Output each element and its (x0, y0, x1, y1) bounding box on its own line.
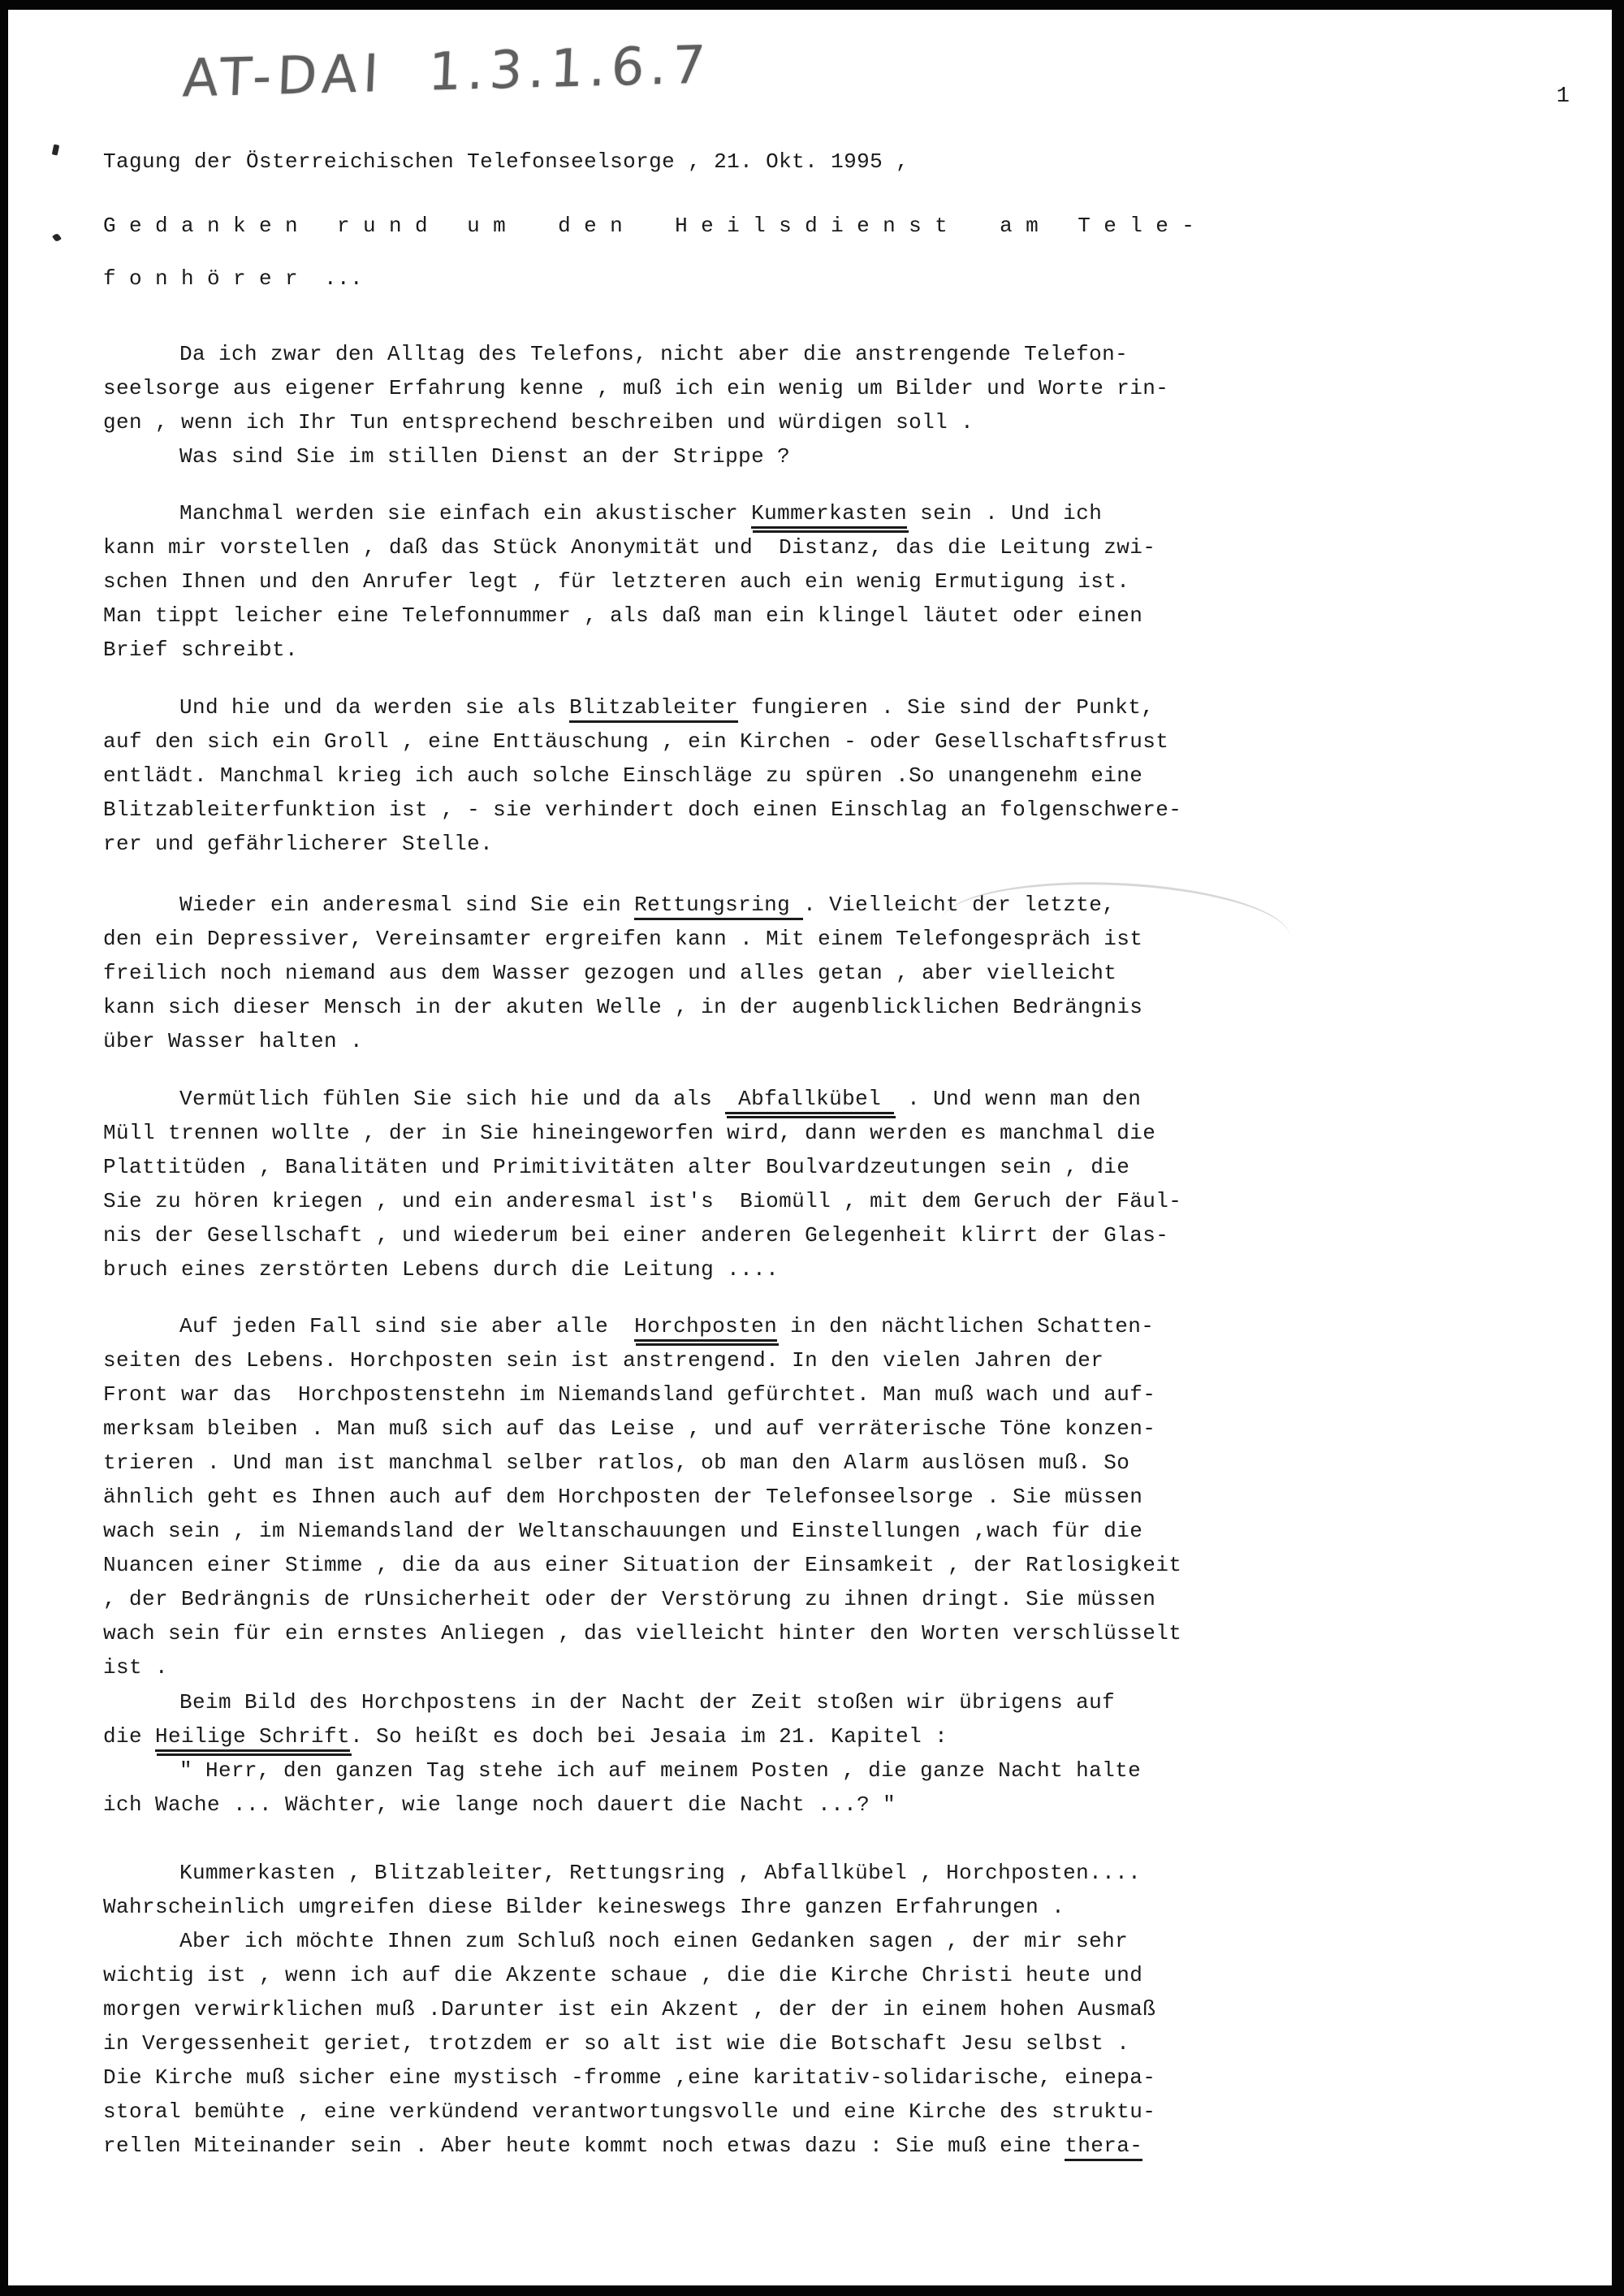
text-segment: Und hie und da werden sie als (179, 695, 570, 720)
text-segment: Da ich zwar den Alltag des Telefons, nicht aber die anstrengende Telefon- (179, 342, 1129, 366)
text-segment: Wahrscheinlich umgreifen diese Bilder keineswegs Ihre ganzen Erfahrungen . (103, 1895, 1065, 1919)
text-segment: ähnlich geht es Ihnen auch auf dem Horchposten der Telefonseelsorge . Sie müssen (103, 1485, 1143, 1509)
text-segment: Plattitüden , Banalitäten und Primitivitäten alter Boulvardzeutungen sein , die (103, 1155, 1130, 1179)
text-segment: fungieren . Sie sind der Punkt, (738, 695, 1155, 720)
text-line (103, 1685, 1256, 1719)
text-line (103, 1150, 1256, 1184)
text-segment: morgen verwirklichen muß .Darunter ist ein Akzent , der der in einem hohen Ausmaß (103, 1997, 1156, 2021)
text-segment: " Herr, den ganzen Tag stehe ich auf meinem Posten , die ganze Nacht halte (179, 1758, 1142, 1783)
underlined-term: Heilige Schrift (155, 1724, 350, 1752)
text-segment: merksam bleiben . Man muß sich auf das Leise , und auf verräterische Töne konzen- (103, 1416, 1156, 1441)
text-line (103, 1616, 1256, 1650)
text-segment: Beim Bild des Horchpostens in der Nacht der Zeit stoßen wir übrigens auf (179, 1690, 1116, 1714)
text-segment: storal bemühte , eine verkündend verantwortungsvolle und eine Kirche des struktu- (103, 2099, 1156, 2124)
text-segment: gen , wenn ich Ihr Tun entsprechend beschreiben und würdigen soll . (103, 410, 974, 435)
text-segment: ist . (103, 1655, 169, 1680)
text-segment: . So heißt es doch bei Jesaia im 21. Kapitel : (350, 1724, 948, 1749)
text-line (103, 1116, 1256, 1150)
underlined-term: Rettungsring (634, 893, 803, 920)
text-segment: über Wasser halten . (103, 1029, 364, 1053)
text-line (103, 1184, 1256, 1218)
text-line (103, 633, 1256, 667)
text-segment: . Und wenn man den (894, 1087, 1142, 1111)
text-line (103, 1992, 1256, 2026)
text-line (103, 1252, 1256, 1286)
paragraph (103, 690, 1256, 861)
text-line (103, 1856, 1256, 1890)
text-line (103, 1890, 1256, 1924)
text-line (103, 405, 1256, 439)
text-line (103, 1218, 1256, 1252)
text-segment: wach sein für ein ernstes Anliegen , das vielleicht hinter den Worten verschlüsselt (103, 1621, 1182, 1645)
paragraph (103, 1082, 1256, 1286)
text-line (103, 1024, 1256, 1058)
text-line (103, 1412, 1256, 1446)
text-segment: nis der Gesellschaft , und wiederum bei einer anderen Gelegenheit klirrt der Glas- (103, 1223, 1169, 1247)
text-line (103, 690, 1256, 724)
underlined-term: Horchposten (634, 1314, 777, 1342)
text-segment: Kummerkasten , Blitzableiter, Rettungsring , Abfallkübel , Horchposten.... (179, 1861, 1142, 1885)
text-line (103, 1548, 1256, 1582)
document-title: Tagung der Österreichischen Telefonseelsorge , 21. Okt. 1995 , (103, 149, 909, 174)
paragraph (103, 496, 1256, 667)
text-line (103, 1788, 1256, 1822)
text-line (103, 1650, 1256, 1684)
text-line (103, 1958, 1256, 1992)
text-segment: seelsorge aus eigener Erfahrung kenne , muß ich ein wenig um Bilder und Worte rin- (103, 376, 1169, 400)
text-line (103, 1753, 1256, 1788)
text-line (103, 2129, 1256, 2163)
text-segment: Vermütlich fühlen Sie sich hie und da als (179, 1087, 726, 1111)
text-line (103, 496, 1256, 530)
text-line (103, 530, 1256, 564)
text-segment: Front war das Horchpostenstehn im Niemandsland gefürchtet. Man muß wach und auf- (103, 1382, 1156, 1407)
text-segment: in Vergessenheit geriet, trotzdem er so alt ist wie die Botschaft Jesu selbst . (103, 2031, 1130, 2056)
underlined-term: Abfallkübel (725, 1087, 894, 1114)
text-segment: Blitzableiterfunktion ist , - sie verhindert doch einen Einschlag an folgenschwere- (103, 798, 1182, 822)
text-segment: trieren . Und man ist manchmal selber ratlos, ob man den Alarm auslösen muß. So (103, 1451, 1130, 1475)
text-segment: wichtig ist , wenn ich auf die Akzente schaue , die die Kirche Christi heute und (103, 1963, 1143, 1987)
text-segment: , der Bedrängnis de rUnsicherheit oder der Verstörung zu ihnen dringt. Sie müssen (103, 1587, 1156, 1611)
underlined-term: Blitzableiter (569, 695, 738, 723)
text-line (103, 759, 1256, 793)
text-line (103, 2095, 1256, 2129)
text-line (103, 1719, 1256, 1753)
text-segment: die (103, 1724, 156, 1749)
text-line (103, 724, 1256, 759)
text-segment: Wieder ein anderesmal sind Sie ein (179, 893, 635, 917)
underlined-term: Kummerkasten (751, 501, 907, 529)
text-segment: Man tippt leicher eine Telefonnummer , als daß man ein klingel läutet oder einen (103, 603, 1143, 628)
text-line (103, 1082, 1256, 1116)
archival-annotation-handwritten: AT-DAI 1.3.1.6.7 (181, 35, 713, 110)
text-segment: . Vielleicht der letzte, (803, 893, 1116, 917)
text-line (103, 1514, 1256, 1548)
text-line (103, 2060, 1256, 2095)
ink-mark (52, 144, 60, 155)
text-segment: Was sind Sie im stillen Dienst an der Strippe ? (179, 444, 791, 469)
text-segment: ich Wache ... Wächter, wie lange noch dauert die Nacht ...? " (103, 1792, 896, 1817)
text-line (103, 2026, 1256, 2060)
text-segment: sein . Und ich (907, 501, 1103, 525)
text-line (103, 337, 1256, 371)
document-page (8, 10, 1612, 2285)
text-line (103, 1582, 1256, 1616)
text-segment: Müll trennen wollte , der in Sie hineingeworfen wird, dann werden es manchmal die (103, 1121, 1156, 1145)
text-segment: Sie zu hören kriegen , und ein anderesmal ist's Biomüll , mit dem Geruch der Fäul- (103, 1189, 1182, 1213)
text-line (103, 371, 1256, 405)
text-segment: Die Kirche muß sicher eine mystisch -fromme ,eine karitativ-solidarische, einepa- (103, 2065, 1156, 2090)
paragraph (103, 337, 1256, 473)
text-line (103, 1446, 1256, 1480)
text-segment: wach sein , im Niemandsland der Weltanschauungen und Einstellungen ,wach für die (103, 1519, 1143, 1543)
text-segment: kann mir vorstellen , daß das Stück Anonymität und Distanz, das die Leitung zwi- (103, 535, 1156, 560)
text-line (103, 793, 1256, 827)
text-line (103, 1377, 1256, 1412)
document-heading-line-2: f o n h ö r e r ... (103, 266, 364, 291)
text-line (103, 990, 1256, 1024)
text-segment: entlädt. Manchmal krieg ich auch solche Einschläge zu spüren .So unangenehm eine (103, 763, 1143, 788)
text-segment: rer und gefährlicherer Stelle. (103, 832, 494, 856)
text-segment: Brief schreibt. (103, 638, 299, 662)
text-line (103, 1309, 1256, 1343)
text-line (103, 599, 1256, 633)
paragraph (103, 1309, 1256, 1684)
underlined-term: thera- (1065, 2134, 1142, 2161)
text-segment: bruch eines zerstörten Lebens durch die Leitung .... (103, 1257, 780, 1282)
text-segment: Aber ich möchte Ihnen zum Schluß noch einen Gedanken sagen , der mir sehr (179, 1929, 1129, 1953)
text-segment: Nuancen einer Stimme , die da aus einer Situation der Einsamkeit , der Ratlosigkeit (103, 1553, 1182, 1577)
document-heading-line-1: G e d a n k e n r u n d u m d e n H e i l s d i e n s t a m T e l e - (103, 214, 1195, 238)
ink-mark (52, 233, 62, 243)
text-line (103, 1480, 1256, 1514)
text-line (103, 827, 1256, 861)
text-segment: auf den sich ein Groll , eine Enttäuschung , ein Kirchen - oder Gesellschaftsfrust (103, 729, 1169, 754)
page-number: 1 (1556, 84, 1570, 109)
text-segment: den ein Depressiver, Vereinsamter ergreifen kann . Mit einem Telefongespräch ist (103, 927, 1143, 951)
text-line (103, 1343, 1256, 1377)
text-segment: rellen Miteinander sein . Aber heute kommt noch etwas dazu : Sie muß eine (103, 2134, 1065, 2158)
text-line (103, 1924, 1256, 1958)
text-line (103, 564, 1256, 599)
paragraph (103, 1685, 1256, 1822)
text-segment: Auf jeden Fall sind sie aber alle (179, 1314, 635, 1338)
text-segment: Manchmal werden sie einfach ein akustischer (179, 501, 752, 525)
text-segment: schen Ihnen und den Anrufer legt , für letzteren auch ein wenig Ermutigung ist. (103, 569, 1130, 594)
text-segment: in den nächtlichen Schatten- (777, 1314, 1155, 1338)
text-segment: kann sich dieser Mensch in der akuten Welle , in der augenblicklichen Bedrängnis (103, 995, 1143, 1019)
text-line (103, 439, 1256, 473)
text-segment: seiten des Lebens. Horchposten sein ist anstrengend. In den vielen Jahren der (103, 1348, 1104, 1373)
paragraph (103, 1856, 1256, 2163)
text-segment: freilich noch niemand aus dem Wasser gezogen und alles getan , aber vielleicht (103, 961, 1117, 985)
text-line (103, 956, 1256, 990)
